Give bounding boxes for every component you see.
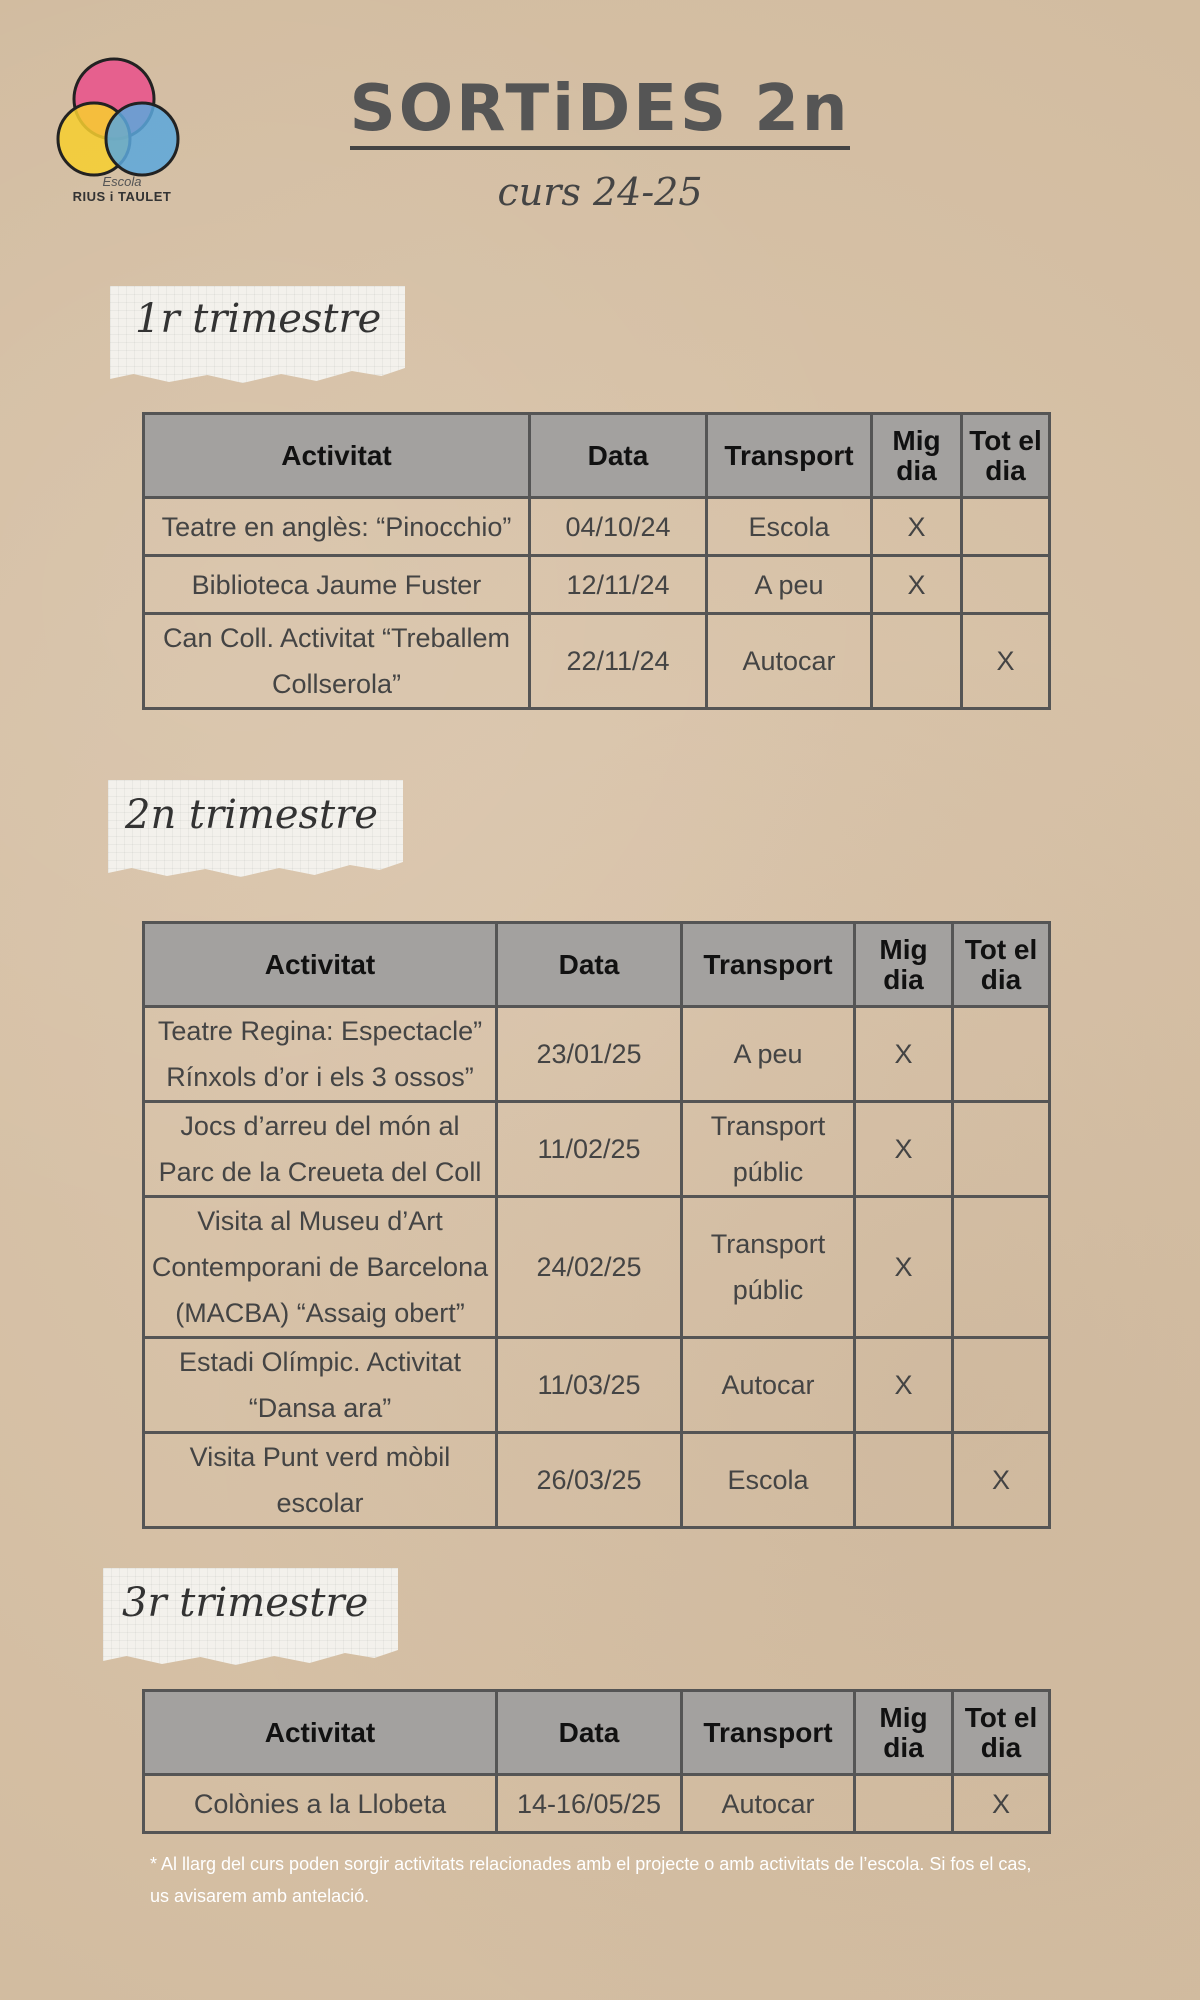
- col-header-tot-el-dia: Tot el dia: [953, 1691, 1050, 1775]
- cell-mig-dia: X: [855, 1197, 953, 1338]
- col-header-activitat: Activitat: [144, 414, 530, 498]
- cell-date: 11/02/25: [497, 1102, 682, 1197]
- trimester-3-heading: 3r trimestre: [122, 1580, 369, 1626]
- col-header-mig-dia: Mig dia: [872, 414, 962, 498]
- cell-mig-dia: [855, 1775, 953, 1833]
- cell-transport: A peu: [682, 1007, 855, 1102]
- table-row: [144, 1197, 1050, 1338]
- page-subtitle: curs 24-25: [497, 170, 703, 214]
- cell-activity: Jocs d’arreu del món al Parc de la Creueta del Coll: [144, 1102, 497, 1197]
- table-row: [144, 614, 1050, 709]
- logo-school-name: RIUS i TAULET: [72, 189, 172, 204]
- table-row: [144, 1338, 1050, 1433]
- table-header-row: [144, 414, 1050, 498]
- cell-date: 24/02/25: [497, 1197, 682, 1338]
- cell-date: 14-16/05/25: [497, 1775, 682, 1833]
- cell-mig-dia: [855, 1433, 953, 1528]
- footnote: * Al llarg del curs poden sorgir activitats relacionades amb el projecte o amb activitats de l’escola. Si fos el cas, us avisarem amb antelació.: [150, 1854, 1032, 1906]
- cell-mig-dia: X: [872, 556, 962, 614]
- cell-tot-dia: [953, 1007, 1050, 1102]
- cell-tot-dia: [953, 1102, 1050, 1197]
- cell-activity: Teatre Regina: Espectacle” Rínxols d’or i els 3 ossos”: [144, 1007, 497, 1102]
- cell-tot-dia: X: [962, 614, 1050, 709]
- col-header-mig-dia: Mig dia: [855, 1691, 953, 1775]
- cell-activity: Teatre en anglès: “Pinocchio”: [144, 498, 530, 556]
- table-row: [144, 1433, 1050, 1528]
- cell-transport: Autocar: [682, 1775, 855, 1833]
- trimester-1-table: [142, 412, 1051, 710]
- cell-activity: Biblioteca Jaume Fuster: [144, 556, 530, 614]
- cell-activity: Can Coll. Activitat “Treballem Collserola”: [144, 614, 530, 709]
- cell-date: 26/03/25: [497, 1433, 682, 1528]
- table-row: [144, 556, 1050, 614]
- col-header-tot-el-dia: Tot el dia: [962, 414, 1050, 498]
- cell-activity: Estadi Olímpic. Activitat “Dansa ara”: [144, 1338, 497, 1433]
- col-header-activitat: Activitat: [144, 923, 497, 1007]
- cell-transport: Autocar: [707, 614, 872, 709]
- cell-transport: Escola: [707, 498, 872, 556]
- cell-tot-dia: [953, 1338, 1050, 1433]
- col-header-activitat: Activitat: [144, 1691, 497, 1775]
- cell-activity: Colònies a la Llobeta: [144, 1775, 497, 1833]
- cell-tot-dia: X: [953, 1775, 1050, 1833]
- col-header-data: Data: [530, 414, 707, 498]
- cell-transport: A peu: [707, 556, 872, 614]
- cell-mig-dia: X: [872, 498, 962, 556]
- trimester-1-heading: 1r trimestre: [135, 296, 382, 342]
- cell-tot-dia: [962, 556, 1050, 614]
- cell-date: 23/01/25: [497, 1007, 682, 1102]
- page-title: [0, 72, 1200, 146]
- table-row: [144, 1775, 1050, 1833]
- table-header-row: [144, 923, 1050, 1007]
- cell-mig-dia: X: [855, 1007, 953, 1102]
- table-header-row: [144, 1691, 1050, 1775]
- cell-date: 04/10/24: [530, 498, 707, 556]
- col-header-transport: Transport: [682, 1691, 855, 1775]
- cell-date: 12/11/24: [530, 556, 707, 614]
- cell-tot-dia: X: [953, 1433, 1050, 1528]
- cell-transport: Transport públic: [682, 1197, 855, 1338]
- trimester-2-table: [142, 921, 1051, 1529]
- cell-mig-dia: X: [855, 1338, 953, 1433]
- col-header-data: Data: [497, 1691, 682, 1775]
- col-header-tot-el-dia: Tot el dia: [953, 923, 1050, 1007]
- cell-mig-dia: [872, 614, 962, 709]
- trimester-3-table: [142, 1689, 1051, 1834]
- table-row: [144, 1007, 1050, 1102]
- page-title-text: SORTiDES 2n: [350, 72, 851, 150]
- col-header-data: Data: [497, 923, 682, 1007]
- col-header-transport: Transport: [707, 414, 872, 498]
- table-row: [144, 498, 1050, 556]
- col-header-mig-dia: Mig dia: [855, 923, 953, 1007]
- cell-transport: Autocar: [682, 1338, 855, 1433]
- logo-escola-text: Escola: [102, 174, 142, 189]
- cell-transport: Escola: [682, 1433, 855, 1528]
- cell-date: 11/03/25: [497, 1338, 682, 1433]
- cell-activity: Visita Punt verd mòbil escolar: [144, 1433, 497, 1528]
- col-header-transport: Transport: [682, 923, 855, 1007]
- cell-mig-dia: X: [855, 1102, 953, 1197]
- cell-tot-dia: [962, 498, 1050, 556]
- cell-tot-dia: [953, 1197, 1050, 1338]
- cell-date: 22/11/24: [530, 614, 707, 709]
- trimester-2-heading: 2n trimestre: [125, 792, 378, 838]
- table-row: [144, 1102, 1050, 1197]
- cell-transport: Transport públic: [682, 1102, 855, 1197]
- cell-activity: Visita al Museu d’Art Contemporani de Barcelona (MACBA) “Assaig obert”: [144, 1197, 497, 1338]
